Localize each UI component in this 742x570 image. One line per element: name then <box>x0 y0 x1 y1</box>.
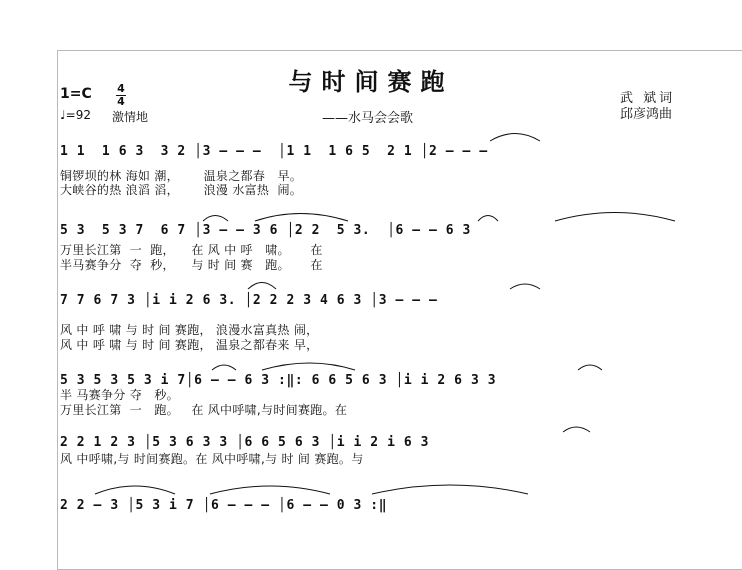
slur-9 <box>262 363 355 370</box>
lyric-line-5: 风 中呼啸,与 时间赛跑。在 风中呼啸,与 时 间 赛跑。与 <box>60 452 364 466</box>
notation-line-4: 5 3 5 3 5 3 i 7│6 – – 6 3 :‖: 6 6 5 6 3 │i i 2 6 3 3 <box>60 373 497 388</box>
composer-credit: 邱彦鸿曲 <box>620 107 673 122</box>
notation-line-5: 2 2 1 2 3 │5 3 6 3 3 │6 6 5 6 3 │i i 2 i 6 3 <box>60 435 430 450</box>
song-subtitle: ——水马会会歌 <box>322 111 414 126</box>
slur-7 <box>510 284 540 289</box>
lyric-line-4b: 万里长江第 一 跑。 在 风中呼啸,与时间赛跑。在 <box>60 403 348 417</box>
slur-12 <box>95 486 175 494</box>
lyricist-credit: 武 斌词 <box>620 91 676 106</box>
slur-1 <box>490 134 540 142</box>
lyric-line-3a: 风 中 呼 啸 与 时 间 赛跑， 浪漫水富真热 闹， <box>60 323 319 337</box>
key-signature: 1=C <box>60 86 92 102</box>
slur-8 <box>212 365 236 370</box>
notation-line-6: 2 2 – 3 │5 3 i 7 │6 – – – │6 – – 0 3 :‖ <box>60 498 388 513</box>
notation-line-1: 1 1 1 6 3 3 2 │3 – – – │1 1 1 6 5 2 1 │2 – – – <box>60 144 488 159</box>
slur-6 <box>248 283 276 290</box>
notation-line-3: 7 7 6 7 3 │i i 2 6 3. │2 2 2 3 4 6 3 │3 – – – <box>60 293 438 308</box>
slur-5 <box>555 213 675 222</box>
slur-3 <box>255 214 348 222</box>
song-title: 与时间赛跑 <box>288 68 454 96</box>
slur-11 <box>563 427 590 432</box>
slur-14 <box>372 485 528 494</box>
slur-13 <box>210 486 330 494</box>
notation-line-2: 5 3 5 3 7 6 7 │3 – – 3 6 │2 2 5 3. │6 – – 6 3 <box>60 223 471 238</box>
lyric-line-2a: 万里长江第 一 跑， 在 风 中 呼 啸。 在 <box>60 243 323 257</box>
time-signature-bottom: 4 <box>117 95 125 108</box>
lyric-line-1a: 铜锣坝的林 海如 潮， 温泉之都春 早。 <box>60 169 303 183</box>
lyric-line-1b: 大峡谷的热 浪滔 滔， 浪漫 水富热 闹。 <box>60 183 303 197</box>
tempo-mark: ♩=92 <box>60 108 91 122</box>
time-signature-top: 4 <box>117 82 125 95</box>
slur-4 <box>478 216 498 222</box>
lyric-line-4a: 半 马赛争分 夺 秒。 <box>60 388 179 402</box>
lyric-line-2b: 半马赛争分 夺 秒， 与 时 间 赛 跑。 在 <box>60 258 323 272</box>
mood-mark: 激情地 <box>112 110 149 124</box>
slur-2 <box>203 216 228 222</box>
lyric-line-3b: 风 中 呼 啸 与 时 间 赛跑， 温泉之都春来 早， <box>60 338 319 352</box>
slur-10 <box>578 365 602 370</box>
